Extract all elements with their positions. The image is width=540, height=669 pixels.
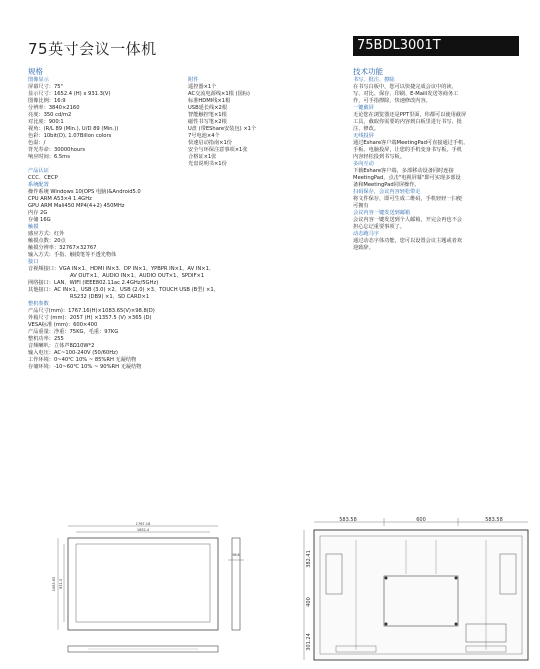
display-line: 分辨率：3840×2160: [28, 105, 80, 111]
system-line: GPU ARM Mali450 MP4(4+2) 450MHz: [28, 203, 125, 209]
dim-height-inner: 931.3: [59, 578, 63, 590]
display-line: 色彩：10bit(D), 1.07Billon colors: [28, 133, 112, 139]
accessory-item: 7号电池×4个: [188, 133, 220, 139]
feature-text: 写、对比、保存、印刷、E-Maill发送等商务工: [353, 91, 459, 97]
feature-heading: 一键截屏: [353, 105, 374, 111]
ports-line: 音视频接口：VGA IN×1、HDMI IN×3、DP IN×1、YPBPR IN×1、AV IN×1、: [28, 266, 215, 272]
accessory-item: 标准HDMI线×1根: [188, 98, 231, 104]
dim-left-bottom: 301.24: [306, 633, 312, 651]
dim-depth: 98.8: [232, 553, 240, 557]
feature-text: 在书写白板中，您可以快捷完成会议中的读、: [353, 84, 457, 90]
touch-heading: 触摸: [28, 224, 39, 230]
params-line: 产品重量：净重：75KG，毛重：97KG: [28, 329, 119, 335]
params-heading: 整机参数: [28, 301, 49, 307]
feature-heading: 会议内容一键发送到邮箱: [353, 210, 411, 216]
accessory-item: 光盘说明书×1份: [188, 161, 227, 167]
display-line: 显示尺寸：1652.4 (H) x 931.3(V): [28, 91, 111, 97]
dim-top-mid: 600: [416, 517, 426, 523]
feature-heading: 书写、批注、擦除: [353, 77, 395, 83]
display-line: 视角：(R/L 89 (Min.), U/D 89 (Min.)): [28, 126, 119, 132]
ports-line: AV OUT×1、AUDIO IN×1、AUDIO OUT×1、SPDIF×1: [70, 273, 205, 279]
feature-text: 作，可手指擦除，快速修改内容。: [353, 98, 431, 104]
monitor-outline: [68, 538, 218, 630]
touch-line: 感应方式：红外: [28, 231, 65, 237]
touch-line: 触摸分辨率：32767×32767: [28, 245, 97, 251]
feature-text: 通过Eshare客户端MeetingPad可直接通过手机、: [353, 140, 469, 146]
system-line: 内存 2G: [28, 210, 48, 216]
feature-text: 备和MeetingPad同屏操作。: [353, 182, 420, 188]
feature-heading: 扫码保存，会议内容轻松带走: [353, 189, 421, 195]
feature-text: 手板、电脑投屏，让您的手机变身书写板，手机: [353, 147, 462, 153]
model-banner: 75BDL3001T: [353, 36, 519, 56]
system-line: 操作系统 Windows 10(OPS 电脑)&Android5.0: [28, 189, 141, 195]
dim-height-outer: 1083.65: [52, 576, 56, 592]
touch-line: 输入方式：手指、触摸笔等不透光物体: [28, 252, 117, 258]
display-line: 响应时间：6.5ms: [28, 154, 70, 160]
dim-width-inner: 1652.4: [136, 528, 150, 532]
back-outline: [314, 530, 528, 660]
dim-left-top: 382.41: [306, 550, 312, 568]
back-view-drawing: [296, 514, 536, 664]
params-line: 存储环境：-10~60℃ 10% ~ 90%RH 无凝结物: [28, 364, 142, 370]
touch-line: 触摸点数：20点: [28, 238, 66, 244]
accessory-item: 智能触控笔×1根: [188, 112, 227, 118]
feature-text: 无论您在浏览器还是PPT里面，你都可以使用截屏: [353, 112, 467, 118]
feature-text: 担心忘记重要事项了。: [353, 224, 405, 230]
feature-text: 可拥有: [353, 203, 369, 209]
accessory-item: USB延长线×2根: [188, 105, 228, 111]
specs-display-block: [28, 77, 178, 161]
feature-text: 将文件保存，即可生成二维码，手机轻轻一扫便: [353, 196, 462, 202]
feature-text: 通过动态字体功能，您可以设置会议主题或者欢: [353, 238, 462, 244]
dim-top-left: 583.58: [339, 517, 357, 523]
display-line: 对比度：900:1: [28, 119, 64, 125]
feature-heading: 多向互动: [353, 161, 374, 167]
system-line: CPU ARM A53×4 1.4GHz: [28, 196, 92, 202]
feature-text: 注、修改。: [353, 126, 379, 132]
accessory-item: U盘 (带EShare安装包) ×1个: [188, 126, 257, 132]
params-line: 整机功率：255: [28, 336, 64, 342]
ports-heading: 接口: [28, 259, 39, 265]
display-line: 色温：/: [28, 140, 46, 146]
params-line: 输入电压：AC~100-240V (50/60Hz): [28, 350, 118, 356]
feature-text: 迎致辞。: [353, 245, 374, 251]
ports-line: 其他接口：AC IN×1、USB (3.0) ×2、USB (2.0) ×3、TOUCH USB (B型) ×1、: [28, 287, 219, 293]
params-line: VESA标准 (mm)：600×400: [28, 322, 98, 328]
params-line: 外箱尺寸 (mm)：2057 (H) ×1357.5 (V) ×365 (D): [28, 315, 152, 321]
feature-text: MeetingPad，点击"电视屏幕"即可实现多部设: [353, 175, 461, 181]
accessory-item: 磁性书写笔×2根: [188, 119, 227, 125]
front-view-drawing: [28, 520, 258, 660]
features-title: 技术功能: [353, 67, 383, 76]
accessory-item: 快速启动指南×1份: [188, 140, 232, 146]
dim-left-mid: 400: [306, 597, 312, 607]
params-line: 工作环境：0~40℃ 10% ~ 85%RH 无凝结物: [28, 357, 137, 363]
side-profile: [232, 538, 240, 630]
accessory-item: 遥控器×1个: [188, 84, 217, 90]
ports-line: 网络接口：LAN、WIFI (IEEE802.11ac 2.4GHz/5GHz): [28, 280, 159, 286]
display-line: 屏幕尺寸：75": [28, 84, 63, 90]
accessories-heading: 附件: [188, 77, 199, 83]
specs-title: 规格: [28, 67, 43, 76]
accessories-block: [188, 77, 338, 168]
feature-text: 工具，截取你需要的内容到白板里进行书写、批: [353, 119, 462, 125]
feature-text: 会议内容一键发送到个人邮箱，开完会再也不会: [353, 217, 462, 223]
features-block: [353, 77, 523, 252]
feature-text: 内容轻松投到书写板。: [353, 154, 405, 160]
display-heading: 图像显示: [28, 77, 49, 83]
ports-line: RS232 (DB9) ×1、SD CARD×1: [70, 294, 150, 300]
feature-heading: 无线投屏: [353, 133, 374, 139]
system-heading: 系统配置: [28, 182, 49, 188]
display-line: 图像比例：16:9: [28, 98, 66, 104]
screen-outline: [76, 544, 210, 622]
dim-top-right: 583.58: [485, 517, 503, 523]
accessory-item: 安全与环保注意事项×1张: [188, 147, 248, 153]
params-line: 音频喇叭：立体声8Ω10W*2: [28, 343, 95, 349]
accessory-item: AC交流电源线×1根 (国标): [188, 91, 250, 97]
system-line: 存储 16G: [28, 217, 51, 223]
dim-width-outer: 1767.16: [135, 522, 151, 526]
page-title: 75英寸会议一体机: [28, 40, 157, 58]
specs-lower-block: [28, 168, 328, 371]
params-line: 产品尺寸(mm)：1767.16(H)×1083.65(V)×98.8(D): [28, 308, 155, 314]
accessory-item: 合格证×1张: [188, 154, 217, 160]
cert-line: CCC、CECP: [28, 175, 58, 181]
feature-text: 下载Eshare客户端，多部移动设备同时连接: [353, 168, 454, 174]
feature-heading: 动态跑马字: [353, 231, 379, 237]
display-line: 亮度：350 cd/m2: [28, 112, 72, 118]
display-line: 背光寿命：30000hours: [28, 147, 86, 153]
cert-heading: 产品认证: [28, 168, 49, 174]
